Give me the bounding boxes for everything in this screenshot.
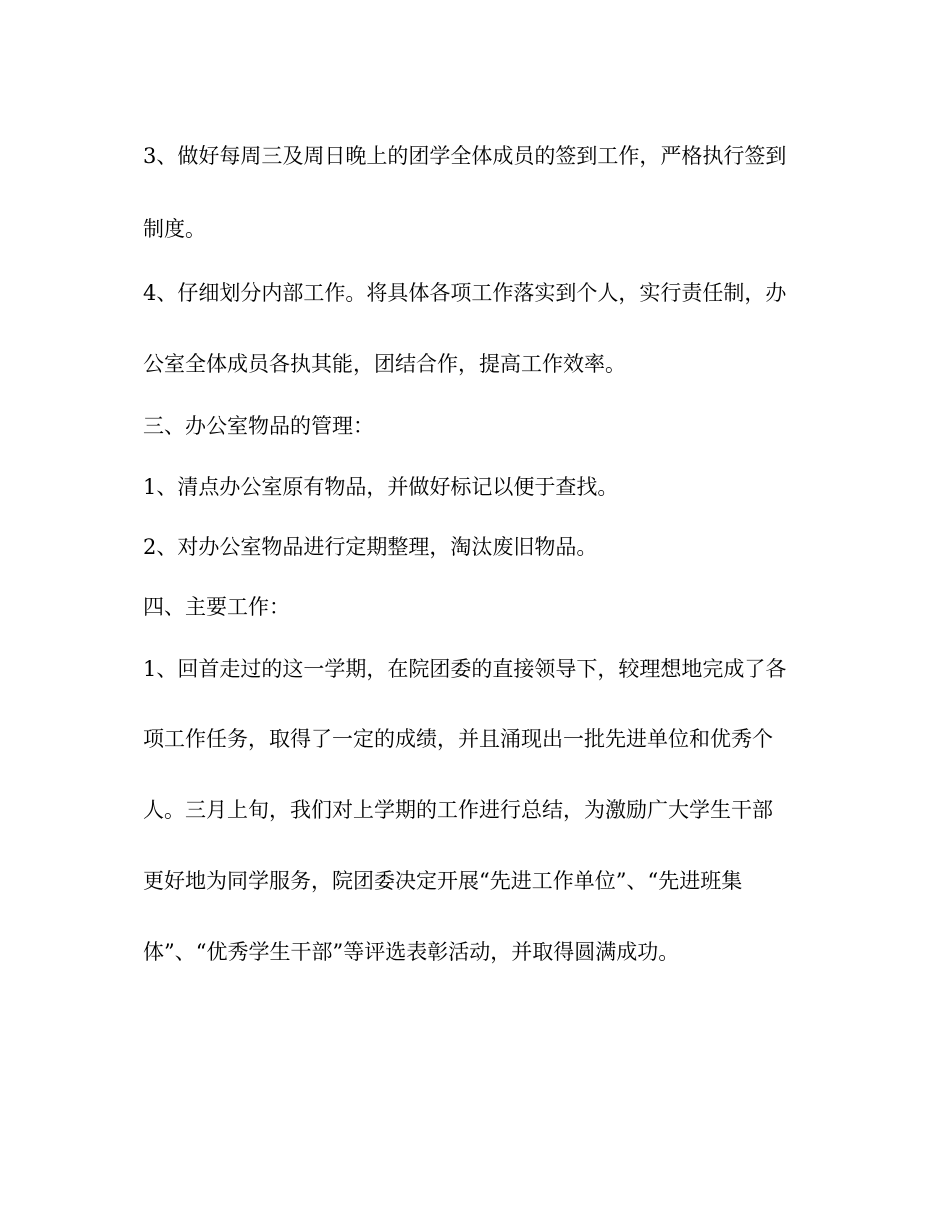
section-4-item-1-line-5: 体”、“优秀学生干部”等评选表彰活动，并取得圆满成功。 bbox=[143, 940, 680, 964]
section-4-item-1-line-3: 人。三月上旬，我们对上学期的工作进行总结，为激励广大学生干部 bbox=[143, 798, 773, 822]
section-4-item-1-line-2: 项工作任务，取得了一定的成绩，并且涌现出一批先进单位和优秀个 bbox=[143, 727, 773, 751]
section-4-item-1-line-4: 更好地为同学服务，院团委决定开展“先进工作单位”、“先进班集 bbox=[143, 869, 743, 893]
section-4-heading: 四、主要工作： bbox=[143, 595, 290, 619]
section-3-item-1: 1、清点办公室原有物品，并做好标记以便于查找。 bbox=[143, 475, 619, 499]
section-3-heading: 三、办公室物品的管理： bbox=[143, 414, 374, 438]
item-4-division-line-1: 4、仔细划分内部工作。将具体各项工作落实到个人，实行责任制，办 bbox=[143, 281, 787, 305]
item-3-signin-line-2: 制度。 bbox=[143, 217, 206, 241]
item-3-signin-line-1: 3、做好每周三及周日晚上的团学全体成员的签到工作，严格执行签到 bbox=[143, 144, 787, 168]
section-4-item-1-line-1: 1、回首走过的这一学期，在院团委的直接领导下，较理想地完成了各 bbox=[143, 657, 787, 681]
section-3-item-2: 2、对办公室物品进行定期整理，淘汰废旧物品。 bbox=[143, 535, 598, 559]
item-4-division-line-2: 公室全体成员各执其能，团结合作，提高工作效率。 bbox=[143, 352, 626, 376]
